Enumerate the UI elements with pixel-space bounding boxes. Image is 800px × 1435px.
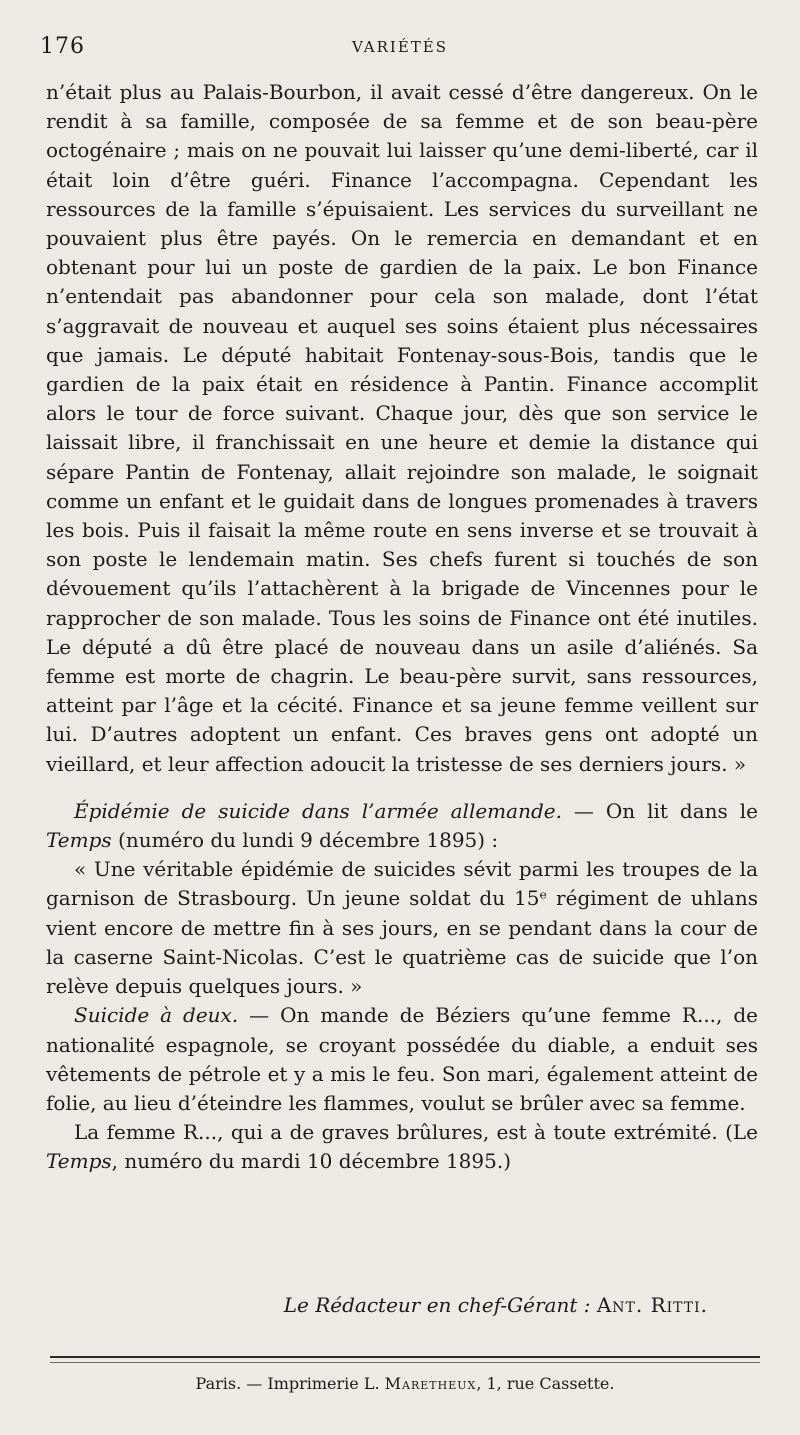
section-title-suicide-deux: Suicide à deux. bbox=[74, 1003, 239, 1028]
paragraph-continuation: n’était plus au Palais-Bourbon, il avait cessé d’être dangereux. On le rendit à sa famille, composée de sa femme et de son beau-père octogénaire ; mais on ne pouvait lui laisser qu’une demi-liberté, car il était loin d’être guéri. Finance l’accompagna. Cependant les ressources de la famille s’épuisaient. Les services du surveillant ne pouvaient plus être payés. On le remercia en demandant et en obtenant pour lui un poste de gardien de la paix. Le bon Finance n’entendait pas abandonner pour cela son malade, dont l’état s’aggravait de nouveau et auquel ses soins étaient plus nécessaires que jamais. Le député habitait Fontenay-sous-Bois, tandis que le gardien de la paix était en résidence à Pantin. Finance accomplit alors le tour de force suivant. Chaque jour, dès que son service le laissait libre, il franchissait en une heure et demie la distance qui sépare Pantin de Fontenay, allait rejoindre son malade, le soignait comme un enfant et le guidait dans de longues promenades à travers les bois. Puis il faisait la même route en sens inverse et se trouvait à son poste le lendemain matin. Ses chefs furent si touchés de son dévouement qu’ils l’attachèrent à la brigade de Vincennes pour le rapprocher de son malade. Tous les soins de Finance ont été inutiles. Le député a dû être placé de nouveau dans un asile d’aliénés. Sa femme est morte de chagrin. Le beau-père survit, sans ressources, atteint par l’âge et la cécité. Finance et sa jeune femme veillent sur lui. D’autres adoptent un enfant. Ces braves gens ont adopté un vieillard, et leur affection adoucit la tristesse de ses derniers jours. » bbox=[46, 80, 758, 776]
imprint-prefix: Paris. — Imprimerie L. bbox=[195, 1374, 385, 1393]
page-number: 176 bbox=[40, 34, 85, 59]
signature-role: Le Rédacteur en chef-Gérant : bbox=[283, 1293, 591, 1317]
suicide-deux-text: — On mande de Béziers qu’une femme R..., de nationalité espagnole, se croyant possédée du diable, a enduit ses vêtements de pétrole et y a mis le feu. Son mari, également atteint de folie, au lieu d’éteindre les flammes, voulut se brûler avec sa femme. bbox=[46, 1003, 758, 1115]
paragraph-epidemie-quote: « Une véritable épidémie de suicides sévit parmi les troupes de la garnison de Strasbourg. Un jeune soldat du 15ᵉ régiment de uhlans vient encore de mettre fin à ses jours, en se pendant dans la cour de la caserne Saint-Nicolas. C’est le quatrième cas de suicide que l’on relève depuis quelques jours. » bbox=[46, 857, 758, 999]
imprint-suffix: , 1, rue Cassette. bbox=[476, 1374, 615, 1393]
paragraph-epidemie-intro bbox=[46, 797, 758, 855]
body-text bbox=[46, 78, 758, 1177]
epidemie-intro-a: — On lit dans le bbox=[561, 798, 758, 823]
running-head: VARIÉTÉS bbox=[351, 38, 449, 56]
signature bbox=[48, 1290, 708, 1320]
paragraph-suicide-deux-closing bbox=[46, 1118, 758, 1176]
closing-source: Temps bbox=[46, 1149, 112, 1174]
closing-b: , numéro du mardi 10 décembre 1895.) bbox=[111, 1149, 512, 1174]
section-gap bbox=[46, 779, 758, 797]
paragraph-suicide-deux bbox=[46, 1001, 758, 1118]
footer-rule-thin bbox=[50, 1362, 760, 1363]
footer-rule-thick bbox=[50, 1356, 760, 1358]
section-title-epidemie: Épidémie de suicide dans l’armée allemande. bbox=[74, 798, 562, 823]
signature-name: Ant. Ritti. bbox=[596, 1293, 708, 1317]
epidemie-intro-b: (numéro du lundi 9 décembre 1895) : bbox=[111, 828, 499, 853]
imprint bbox=[50, 1372, 760, 1396]
epidemie-source: Temps bbox=[46, 828, 112, 853]
imprint-printer: Maretheux bbox=[384, 1374, 477, 1393]
page-header bbox=[40, 34, 760, 70]
closing-a: La femme R..., qui a de graves brûlures, est à toute extrémité. (Le bbox=[74, 1120, 758, 1145]
